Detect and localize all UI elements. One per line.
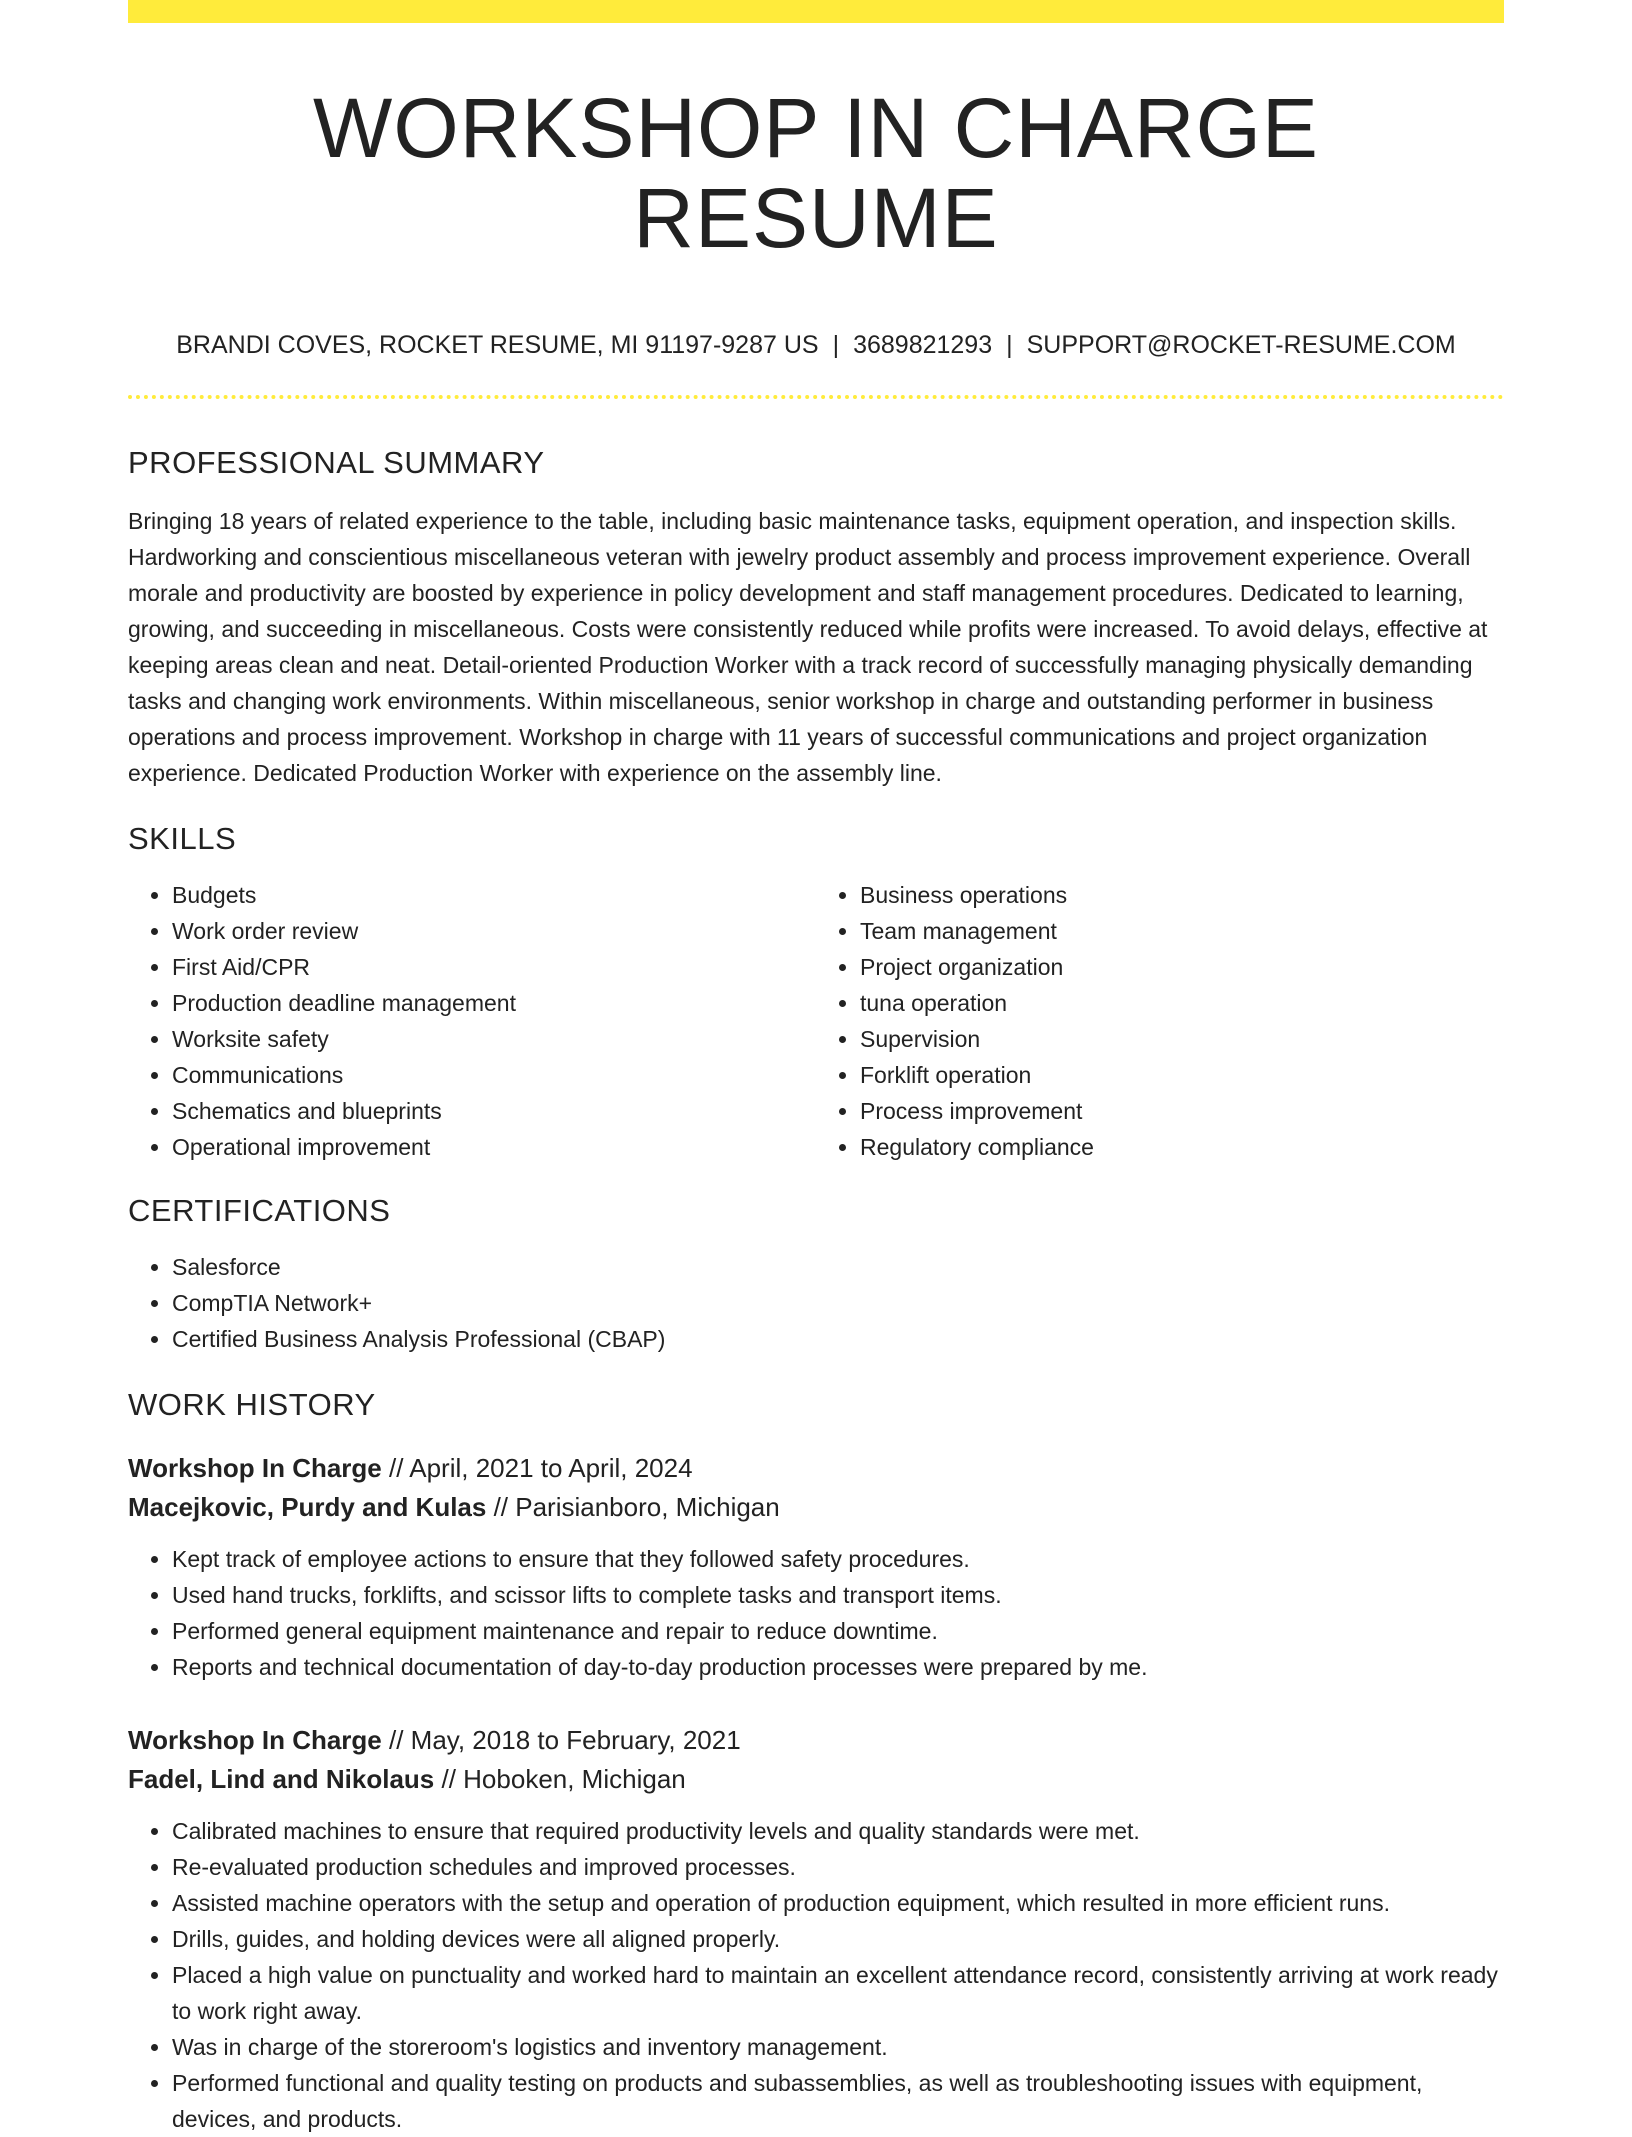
job-company-line — [128, 1488, 1504, 1527]
certifications-list — [128, 1249, 1504, 1357]
contact-separator: | — [832, 331, 840, 359]
job-company-line — [128, 1760, 1504, 1799]
job-bullet: • Calibrated machines to ensure that required productivity levels and quality standards were met. — [172, 1813, 1504, 1849]
skills-list-left — [128, 877, 816, 1165]
summary-text: Bringing 18 years of related experience to the table, including basic maintenance tasks, equipment operation, and inspection skills. Hardworking and conscientious miscellaneous veteran with jewelry product assembly and process improvement experience. Overall morale and productivity are boosted by experience in policy development and staff management procedures. Dedicated to learning, growing, and succeeding in miscellaneous. Costs were consistently reduced while profits were increased. To avoid delays, effective at keeping areas clean and neat. Detail-oriented Production Worker with a track record of successfully managing physically demanding tasks and changing work environments. Within miscellaneous, senior workshop in charge and outstanding performer in business operations and process improvement. Workshop in charge with 11 years of successful communications and project organization experience. Dedicated Production Worker with experience on the assembly line. — [128, 508, 1488, 786]
skill-item: • Schematics and blueprints — [172, 1093, 816, 1129]
contact-email: SUPPORT@ROCKET-RESUME.COM — [1026, 331, 1456, 359]
skills-columns — [128, 877, 1504, 1165]
skill-item: • Forklift operation — [860, 1057, 1504, 1093]
job-bullets — [128, 1541, 1504, 1685]
skills-list-right — [816, 877, 1504, 1165]
certification-item: • Certified Business Analysis Professional (CBAP) — [172, 1321, 1504, 1357]
skill-item: • Supervision — [860, 1021, 1504, 1057]
work-history-heading: WORK HISTORY — [128, 1387, 376, 1422]
resume-title: WORKSHOP IN CHARGE RESUME — [313, 81, 1319, 265]
job-title-line — [128, 1721, 1504, 1760]
skill-item: • First Aid/CPR — [172, 949, 816, 985]
skill-item: • Regulatory compliance — [860, 1129, 1504, 1165]
skill-item: • Operational improvement — [172, 1129, 816, 1165]
certifications-heading: CERTIFICATIONS — [128, 1193, 391, 1228]
job-bullet: • Performed functional and quality testing on products and subassemblies, as well as troubleshooting issues with equipment, devices, and products. — [172, 2065, 1504, 2137]
job-company: Macejkovic, Purdy and Kulas — [128, 1492, 487, 1522]
skill-item: • Communications — [172, 1057, 816, 1093]
skill-item: • Work order review — [172, 913, 816, 949]
job-bullet: • Performed general equipment maintenance and repair to reduce downtime. — [172, 1613, 1504, 1649]
resume-page — [128, 0, 1504, 2137]
job-bullet: • Used hand trucks, forklifts, and scissor lifts to complete tasks and transport items. — [172, 1577, 1504, 1613]
skill-item: • Process improvement — [860, 1093, 1504, 1129]
job-bullet: • Placed a high value on punctuality and worked hard to maintain an excellent attendance record, consistently arriving at work ready to work right away. — [172, 1957, 1504, 2029]
skills-heading: SKILLS — [128, 821, 237, 856]
contact-separator: | — [1006, 331, 1013, 359]
job-bullets — [128, 1813, 1504, 2137]
job-location: // Hoboken, Michigan — [434, 1764, 686, 1794]
job-location: // Parisianboro, Michigan — [486, 1492, 780, 1522]
job-dates: // May, 2018 to February, 2021 — [381, 1725, 741, 1755]
contact-phone: 3689821293 — [853, 331, 993, 359]
certification-item: • Salesforce — [172, 1249, 1504, 1285]
contact-line — [128, 329, 1504, 361]
job-bullet: • Kept track of employee actions to ensure that they followed safety procedures. — [172, 1541, 1504, 1577]
contact-address: BRANDI COVES, ROCKET RESUME, MI 91197-9287 US — [176, 331, 819, 359]
skill-item: • tuna operation — [860, 985, 1504, 1021]
dotted-divider — [128, 395, 1504, 399]
skill-item: • Team management — [860, 913, 1504, 949]
job-entry — [128, 1449, 1504, 1685]
job-entry — [128, 1721, 1504, 2137]
job-role: Workshop In Charge — [128, 1725, 382, 1755]
job-company: Fadel, Lind and Nikolaus — [128, 1764, 435, 1794]
job-bullet: • Assisted machine operators with the setup and operation of production equipment, which resulted in more efficient runs. — [172, 1885, 1504, 1921]
top-accent-bar — [128, 0, 1504, 23]
job-dates: // April, 2021 to April, 2024 — [381, 1453, 693, 1483]
job-bullet: • Re-evaluated production schedules and improved processes. — [172, 1849, 1504, 1885]
certification-item: • CompTIA Network+ — [172, 1285, 1504, 1321]
skill-item: • Business operations — [860, 877, 1504, 913]
summary-heading: PROFESSIONAL SUMMARY — [128, 445, 545, 480]
skill-item: • Project organization — [860, 949, 1504, 985]
job-title-line — [128, 1449, 1504, 1488]
job-role: Workshop In Charge — [128, 1453, 382, 1483]
skill-item: • Worksite safety — [172, 1021, 816, 1057]
job-bullet: • Drills, guides, and holding devices were all aligned properly. — [172, 1921, 1504, 1957]
skill-item: • Budgets — [172, 877, 816, 913]
job-bullet: • Reports and technical documentation of day-to-day production processes were prepared by me. — [172, 1649, 1504, 1685]
job-bullet: • Was in charge of the storeroom's logistics and inventory management. — [172, 2029, 1504, 2065]
skill-item: • Production deadline management — [172, 985, 816, 1021]
